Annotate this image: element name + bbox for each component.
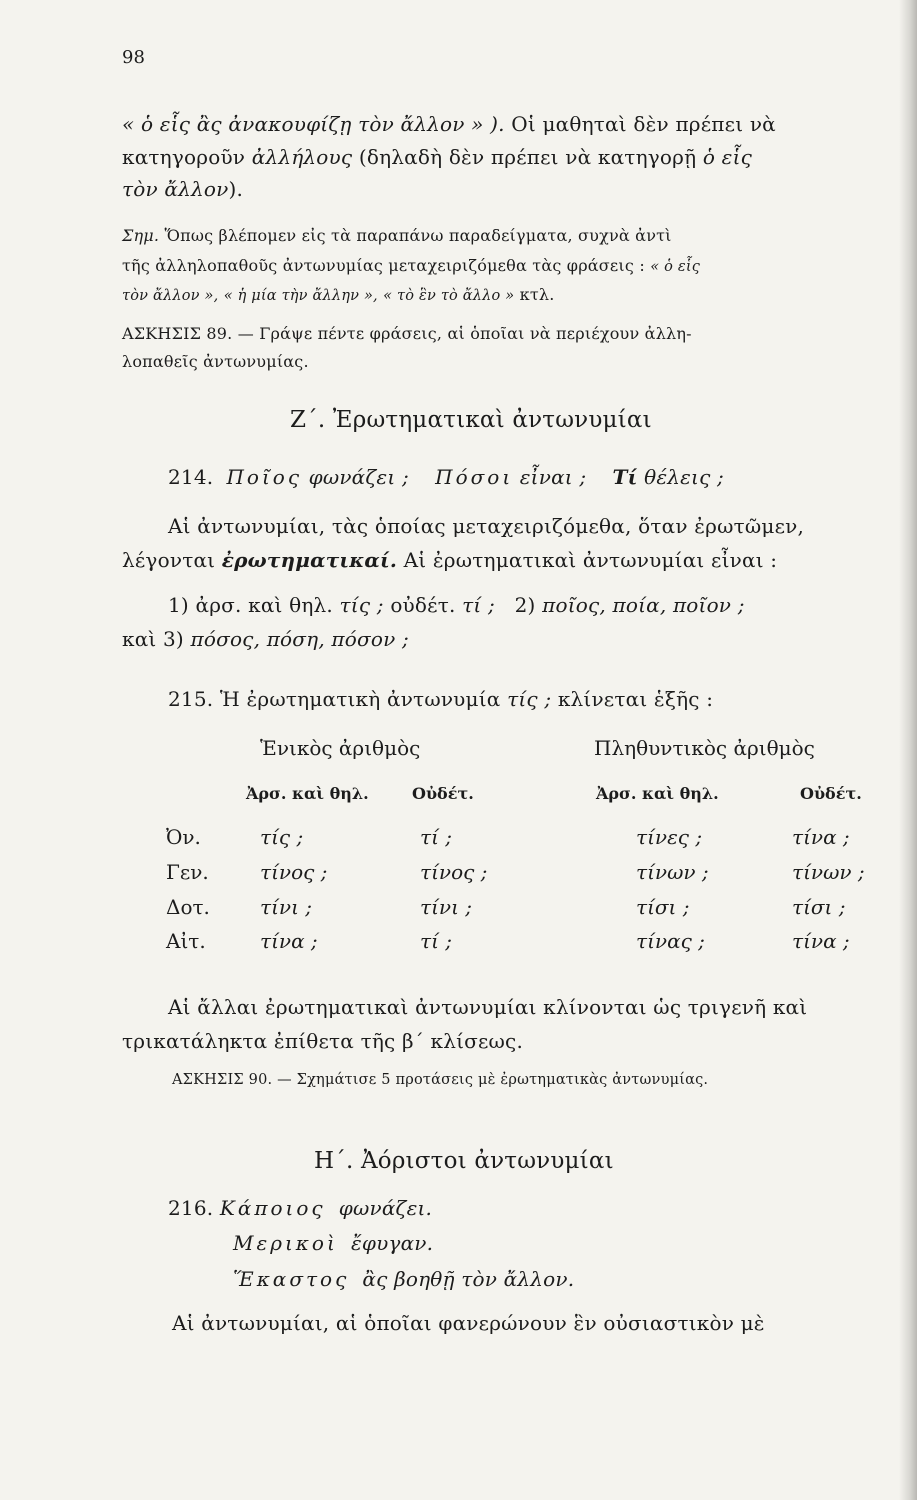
table-cell: τί ; (420, 825, 453, 849)
table-cell: τίνι ; (260, 895, 313, 919)
italic-text: ἀλλήλους (251, 145, 353, 169)
table-cell: τίνα ; (260, 929, 318, 953)
italic-text: τὸν ἄλλον (122, 177, 229, 201)
paragraph-line (168, 465, 724, 489)
paragraph-line (168, 593, 745, 617)
table-cell: τίσι ; (792, 895, 846, 919)
italic-text: φωνάζει. (338, 1196, 433, 1220)
text: ). (228, 177, 244, 201)
italic-text: « τὸ ἓν τὸ ἄλλο » (383, 288, 515, 304)
sub-header-masc-fem-plural: Ἀρσ. καὶ θηλ. (596, 784, 719, 803)
italic-text: πόσος, πόση, πόσον ; (190, 627, 409, 651)
heading-text: Ζ΄. Ἐρωτηματικαὶ ἀντωνυμίαι (290, 407, 652, 433)
heading-text: Η΄. Ἀόριστοι ἀντωνυμίαι (314, 1148, 614, 1174)
text: Αἱ ἐρωτηματικαὶ ἀντωνυμίαι εἶναι : (403, 548, 778, 572)
paragraph-number: 216. (168, 1196, 214, 1220)
text: 1) ἀρσ. καὶ θηλ. (168, 593, 333, 617)
table-cell: τίνα ; (792, 929, 850, 953)
example-word: Κάποιος (219, 1196, 326, 1220)
page-edge-shadow (899, 0, 917, 1500)
singular-header: Ἑνικὸς ἀριθμὸς (260, 736, 421, 760)
exercise-90 (172, 1072, 708, 1088)
italic-text: ὁ εἷς (702, 145, 753, 169)
italic-text: θέλεις ; (644, 465, 724, 489)
text: τρικατάληκτα ἐπίθετα τῆς β΄ κλίσεως. (122, 1029, 523, 1053)
case-label: Γεν. (166, 860, 209, 884)
example-word: Μερικοὶ (233, 1231, 338, 1255)
text: (δηλαδὴ δὲν πρέπει νὰ κατηγορῇ (358, 145, 697, 169)
italic-text: ποῖος, ποία, ποῖον ; (542, 593, 745, 617)
section-heading (290, 407, 652, 433)
exercise-89 (122, 324, 692, 343)
plural-header: Πληθυντικὸς ἀριθμὸς (594, 736, 815, 760)
sub-header-neuter-plural: Οὐδέτ. (800, 784, 862, 803)
paragraph-line (122, 145, 752, 169)
italic-text: εἶναι ; (519, 465, 587, 489)
paragraph-line (168, 1196, 432, 1220)
table-cell: τίνας ; (636, 929, 705, 953)
text: κτλ. (519, 285, 555, 304)
page-number: 98 (122, 47, 145, 68)
example-word: Πόσοι (435, 465, 514, 489)
table-cell: τίνες ; (636, 825, 703, 849)
table-cell: τίς ; (260, 825, 304, 849)
text: λοπαθεῖς ἀντωνυμίας. (122, 352, 309, 371)
paragraph-line (168, 514, 804, 538)
table-cell: τίνων ; (792, 860, 865, 884)
paragraph-line (122, 112, 776, 136)
paragraph-line (172, 1311, 765, 1335)
text: Οἱ μαθηταὶ δὲν πρέπει νὰ (511, 112, 776, 136)
case-label: Δοτ. (166, 895, 210, 919)
italic-text: φωνάζει ; (308, 465, 409, 489)
italic-text: τὸν ἄλλον », (122, 288, 219, 304)
section-heading (314, 1148, 614, 1174)
text: 2) (514, 593, 536, 617)
text: οὐδέτ. (390, 593, 456, 617)
italic-text: τί ; (462, 593, 495, 617)
italic-text: τίς ; (339, 593, 384, 617)
paragraph-line (122, 548, 777, 572)
exercise-89 (122, 352, 309, 371)
paragraph-number: 214. (168, 465, 214, 489)
text: ΑΣΚΗΣΙΣ 89. — Γράψε πέντε φράσεις, αἱ ὁποῖαι νὰ περιέχουν ἀλλη- (122, 324, 692, 343)
note-line (122, 256, 700, 275)
example-word: Ποῖος (226, 465, 303, 489)
italic-text: « ὁ εἷς (650, 259, 701, 275)
paragraph-line (168, 687, 713, 711)
text: λέγονται (122, 548, 216, 572)
italic-text: ἂς βοηθῇ τὸν ἄλλον. (362, 1267, 575, 1291)
table-cell: τίσι ; (636, 895, 690, 919)
table-cell: τίνι ; (420, 895, 473, 919)
case-label: Αἰτ. (166, 929, 206, 953)
text: τῆς ἀλληλοπαθοῦς ἀντωνυμίας μεταχειριζόμεθα τὰς φράσεις : (122, 256, 645, 275)
paragraph-line (122, 177, 243, 201)
paragraph-line (168, 995, 807, 1019)
text: Αἱ ἄλλαι ἐρωτηματικαὶ ἀντωνυμίαι κλίνονται ὡς τριγενῆ καὶ (168, 995, 808, 1019)
text: Αἱ ἀντωνυμίαι, τὰς ὁποίας μεταχειριζόμεθα, ὅταν ἐρωτῶμεν, (168, 514, 805, 538)
table-cell: τίνος ; (420, 860, 488, 884)
quote-text: « ὁ εἷς ἂς ἀνακουφίζῃ τὸν ἄλλον » ). (122, 112, 505, 136)
note-line (122, 226, 672, 245)
sub-header-masc-fem: Ἀρσ. καὶ θηλ. (246, 784, 369, 803)
table-cell: τίνων ; (636, 860, 709, 884)
text: κατηγοροῦν (122, 145, 246, 169)
italic-text: ἔφυγαν. (350, 1231, 434, 1255)
table-cell: τίνος ; (260, 860, 328, 884)
paragraph-line (233, 1267, 574, 1291)
bold-italic-text: ἐρωτηματικαί. (221, 548, 398, 572)
italic-text: « ἡ μία τὴν ἄλλην », (223, 288, 378, 304)
table-cell: τίνα ; (792, 825, 850, 849)
example-word: Ἕκαστος (233, 1267, 350, 1291)
paragraph-line (122, 627, 409, 651)
note-line (122, 285, 555, 304)
case-label: Ὀν. (166, 825, 201, 849)
text: κλίνεται ἑξῆς : (557, 687, 714, 711)
sub-header-neuter: Οὐδέτ. (412, 784, 474, 803)
text: καὶ 3) (122, 627, 184, 651)
note-label: Σημ. (122, 226, 160, 245)
text: ΑΣΚΗΣΙΣ 90. — Σχημάτισε 5 προτάσεις μὲ ἐρωτηματικὰς ἀντωνυμίας. (172, 1072, 709, 1088)
paragraph-line (122, 1029, 523, 1053)
paragraph-line (233, 1231, 433, 1255)
text: Ὅπως βλέπομεν εἰς τὰ παραπάνω παραδείγματα, συχνὰ ἀντὶ (164, 226, 672, 245)
table-cell: τί ; (420, 929, 453, 953)
example-word: Τί (612, 465, 638, 489)
italic-text: τίς ; (507, 687, 552, 711)
text: Αἱ ἀντωνυμίαι, αἱ ὁποῖαι φανερώνουν ἓν οὐσιαστικὸν μὲ (172, 1311, 765, 1335)
text: 215. Ἡ ἐρωτηματικὴ ἀντωνυμία (168, 687, 501, 711)
